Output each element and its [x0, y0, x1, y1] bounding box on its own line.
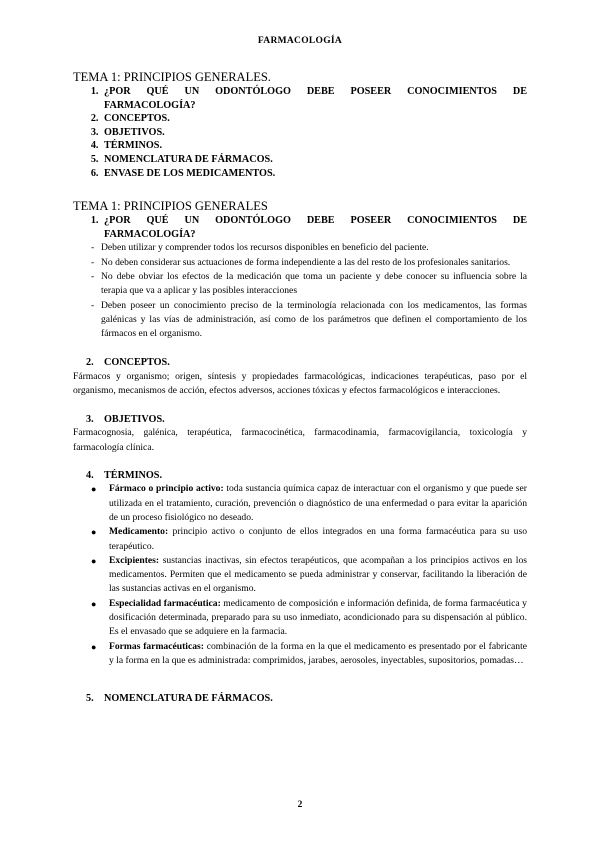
page-number: 2 [297, 800, 303, 810]
term-item [73, 482, 527, 525]
dash-marker: - [91, 242, 95, 254]
dash-marker: - [91, 299, 95, 311]
section5 [73, 692, 527, 706]
list-item [73, 270, 527, 299]
section5-heading [73, 692, 527, 706]
page-header: FARMACOLOGÍA [257, 36, 343, 46]
point-text: No deben considerar sus actuaciones de forma independiente a las del resto de los profesionales sanitarios. [101, 256, 511, 268]
bullet-icon: ● [91, 641, 97, 652]
section-title: OBJETIVOS. [104, 413, 165, 425]
toc-item: 5. NOMENCLATURA DE FÁRMACOS. [101, 153, 527, 167]
term-definition: principio activo o conjunto de ellos integrados en una forma farmacéutica para su uso terapéutico. [109, 526, 527, 552]
bullet-icon: ● [91, 484, 97, 495]
toc-item: 1. ¿POR QUÉ UN ODONTÓLOGO DEBE POSEER CONOCIMIENTOS DE FARMACOLOGÍA? [101, 85, 527, 112]
term-definition: toda sustancia química capaz de interactuar con el organismo y que puede ser utilizada en el tratamiento, curación, prevención o diagnóstico de una enfermedad o para evitar la aparición de un proceso fisiológico no deseado. [109, 483, 527, 523]
term-definition: combinación de la forma en la que el medicamento es presentado por el fabricante y la forma en la que es administrada: comprimidos, jarabes, aerosoles, inyectables, supositorios, pomadas… [109, 640, 527, 666]
term-name: Formas farmacéuticas: [109, 640, 204, 652]
section2-text: Fármacos y organismo; origen, síntesis y propiedades farmacológicas, indicaciones terapéuticas, paso por el organismo, mecanismos de acción, efectos adversos, acciones tóxicas y efectos farmacológicos e interacciones. [73, 371, 527, 397]
section-title: CONCEPTOS. [104, 357, 170, 369]
section4-heading [73, 469, 527, 483]
section1-tema-title: TEMA 1: PRINCIPIOS GENERALES [73, 199, 268, 214]
term-name: Excipientes: [109, 554, 160, 566]
term-name: Especialidad farmacéutica: [109, 597, 221, 609]
section-title: NOMENCLATURA DE FÁRMACOS. [104, 693, 273, 705]
document-body [73, 70, 527, 706]
term-definition: medicamento de composición e información definida, de forma farmacéutica y dosificación determinada, preparado para su uso inmediato, acondicionado para su dispensación al público. Es el envasado que se adquiere en la farmacia. [109, 597, 527, 638]
section-number: 2. [86, 357, 94, 369]
term-item [73, 525, 527, 554]
section2 [73, 356, 527, 398]
section1-heading-list [73, 214, 527, 241]
section3-heading [73, 413, 527, 427]
section-number: 5. [86, 693, 94, 705]
section4 [73, 469, 527, 668]
section1-points [73, 241, 527, 341]
section-number: 4. [86, 469, 94, 481]
term-name: Medicamento: [109, 526, 169, 538]
point-text: No debe obviar los efectos de la medicación que toma un paciente y debe conocer su influencia sobre la terapia que va a aplicar y las posibles interacciones [101, 270, 527, 297]
point-text: Deben utilizar y comprender todos los recursos disponibles en beneficio del paciente. [101, 242, 429, 254]
term-item [73, 640, 527, 669]
section2-heading [73, 356, 527, 370]
terms-list [73, 482, 527, 668]
term-name: Fármaco o principio activo: [109, 483, 224, 495]
dash-marker: - [91, 270, 95, 282]
term-definition: sustancias inactivas, sin efectos terapéuticos, que acompañan a los principios activos en los medicamentos. Permiten que el medicamento se pueda administrar y conservar, facilitando la liberación de las sustancias activas en el organismo. [109, 554, 527, 595]
section-number: 3. [86, 413, 94, 425]
section-title: TÉRMINOS. [104, 469, 163, 481]
list-item [73, 241, 527, 255]
term-item [73, 554, 527, 597]
bullet-icon: ● [91, 555, 97, 566]
bullet-icon: ● [91, 527, 97, 538]
point-text: Deben poseer un conocimiento preciso de la terminología relacionada con los medicamentos, las formas galénicas y las vías de administración, así como de los parámetros que definen el comportamiento de los fármacos en el organismo. [101, 299, 527, 340]
dash-marker: - [91, 256, 95, 268]
toc-tema-title: TEMA 1: PRINCIPIOS GENERALES. [73, 70, 271, 84]
section3 [73, 413, 527, 455]
toc-item: 2. CONCEPTOS. [101, 112, 527, 126]
term-item [73, 597, 527, 640]
toc-item: 3. OBJETIVOS. [101, 126, 527, 140]
toc-list [73, 85, 527, 180]
toc-item: 4. TÉRMINOS. [101, 139, 527, 153]
toc-item: 6. ENVASE DE LOS MEDICAMENTOS. [101, 167, 527, 181]
bullet-icon: ● [91, 598, 97, 609]
section1-heading: 1. ¿POR QUÉ UN ODONTÓLOGO DEBE POSEER CONOCIMIENTOS DE FARMACOLOGÍA? [101, 214, 527, 241]
section3-text: Farmacognosia, galénica, terapéutica, farmacocinética, farmacodinamia, farmacovigilancia, toxicología y farmacología clínica. [73, 427, 527, 453]
list-item [73, 299, 527, 342]
list-item [73, 256, 527, 270]
